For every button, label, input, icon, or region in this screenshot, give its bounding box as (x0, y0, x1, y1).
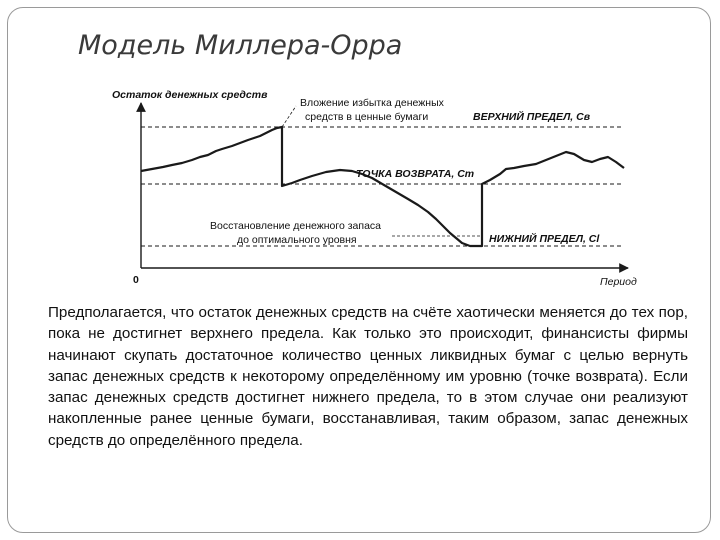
description-paragraph: Предполагается, что остаток денежных средств на счёте хаотически меняется до тех пор, пока не достигнет верхнего предела. Как только это происходит, финансисты фирмы начинают скупать достаточное количество ценных ликвидных бумаг с целью вернуть запас денежных средств к некоторому определённому им уровню (точке возврата). Если запас денежных средств достигнет нижнего предела, то в этом случае они реализуют накопленные ранее ценные бумаги, восстанавливая, таким образом, запас денежных средств до определённого предела. (48, 304, 688, 449)
investment-note-line-1: Вложение избытка денежных (300, 97, 444, 109)
investment-note-leader (282, 106, 296, 127)
return-point-label: ТОЧКА ВОЗВРАТА, Ст (356, 168, 475, 180)
y-axis-label: Остаток денежных средств (112, 89, 268, 101)
lower-limit-label: НИЖНИЙ ПРЕДЕЛ, Сl (489, 233, 600, 245)
x-axis-label: Период (600, 276, 637, 288)
origin-label: 0 (133, 274, 139, 286)
restoration-note-line-1: Восстановление денежного запаса (210, 220, 382, 232)
investment-note-line-2: средств в ценные бумаги (305, 111, 429, 123)
slide-title: Модель Миллера-Орра (78, 30, 403, 61)
restoration-note-line-2: до оптимального уровня (237, 234, 357, 246)
upper-limit-label: ВЕРХНИЙ ПРЕДЕЛ, Св (473, 111, 591, 123)
